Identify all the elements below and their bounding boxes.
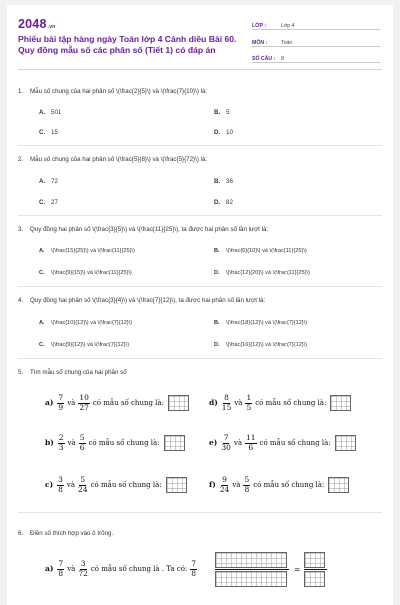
- q3-option-a[interactable]: A. \(\frac{15}{25}\) và \(\frac{11}{25}\): [39, 248, 135, 254]
- divider: [18, 286, 382, 287]
- q2-option-d[interactable]: D. 82: [214, 199, 233, 206]
- header-divider: [18, 69, 382, 70]
- q3-option-b[interactable]: B. \(\frac{6}{10}\) và \(\frac{11}{25}\): [214, 248, 307, 254]
- q4-option-a[interactable]: A. \(\frac{10}{12}\) và \(\frac{7}{12}\): [39, 320, 133, 326]
- site-logo[interactable]: 2048.vn: [18, 17, 56, 31]
- q5-item-e: e) $\frac{7}{30}$ và $\frac{11}{6}$ có mẫu số chung là:: [209, 434, 356, 452]
- question-text: Điền số thích hợp vào ô trống.: [30, 530, 114, 537]
- q4-option-b[interactable]: B. \(\frac{18}{12}\) và \(\frac{7}{12}\): [214, 320, 308, 326]
- q3-option-c[interactable]: C. \(\frac{9}{15}\) và \(\frac{11}{25}\): [39, 270, 132, 276]
- q5-item-c: c) $\frac{3}{8}$ và $\frac{5}{24}$ có mẫu số chung là:: [45, 476, 187, 494]
- q6-result-fraction: [304, 552, 327, 587]
- fraction-bar: [304, 569, 327, 570]
- answer-input-box[interactable]: [328, 477, 349, 493]
- numerator-input-box[interactable]: [215, 552, 287, 568]
- q5-item-d: d) $\frac{8}{15}$ và $\frac{1}{5}$ có mẫu số chung là:: [209, 394, 351, 412]
- worksheet-title: Phiếu bài tập hàng ngày Toán lớp 4 Cánh diều Bài 60. Quy đồng mẫu số các phân số (Tiết 1) có đáp án: [18, 34, 237, 55]
- q5-item-a: a) $\frac{7}{9}$ và $\frac{10}{27}$ có mẫu số chung là:: [45, 394, 189, 412]
- meta-count-row: SỐ CÂU : 8: [252, 50, 380, 63]
- q6-fill-fraction: [215, 552, 289, 587]
- question-text: Tìm mẫu số chung của hai phân số: [30, 369, 127, 376]
- q3-option-d[interactable]: D. \(\frac{12}{20}\) và \(\frac{11}{25}\): [214, 270, 310, 276]
- answer-input-box[interactable]: [166, 477, 187, 493]
- q2-option-a[interactable]: A. 72: [39, 178, 58, 185]
- q1-option-a[interactable]: A. 501: [39, 109, 62, 116]
- q2-option-c[interactable]: C. 27: [39, 199, 58, 206]
- q5-item-b: b) $\frac{2}{3}$ và $\frac{5}{6}$ có mẫu số chung là:: [45, 434, 185, 452]
- q1-option-d[interactable]: D. 10: [214, 129, 233, 136]
- answer-input-box[interactable]: [330, 395, 351, 411]
- answer-input-box[interactable]: [168, 395, 189, 411]
- q4-option-d[interactable]: D. \(\frac{16}{12}\) và \(\frac{7}{12}\): [214, 342, 308, 348]
- meta-info: [252, 17, 380, 67]
- meta-subject-row: MÔN : Toán: [252, 34, 380, 47]
- divider: [18, 145, 382, 146]
- fraction-bar: [215, 569, 289, 570]
- q2-option-b[interactable]: B. 36: [214, 178, 233, 185]
- answer-input-box[interactable]: [164, 435, 185, 451]
- denominator-input-box[interactable]: [215, 571, 287, 587]
- divider: [18, 215, 382, 216]
- denominator-input-box[interactable]: [304, 571, 325, 587]
- q5-item-f: f) $\frac{9}{24}$ và $\frac{5}{8}$ có mẫu số chung là:: [209, 476, 349, 494]
- question-text: Quy đồng hai phân số \(\frac{3}{5}\) và \(\frac{11}{25}\), ta được hai phân số lần lượt là:: [30, 226, 269, 233]
- answer-input-box[interactable]: [335, 435, 356, 451]
- question-text: Quy đồng hai phân số \(\frac{3}{4}\) và \(\frac{7}{12}\), ta được hai phân số lần lượt là:: [30, 297, 266, 304]
- equals-sign: =: [294, 565, 301, 574]
- divider: [18, 358, 382, 359]
- question-text: Mẫu số chung của hai phân số \(\frac{5}{8}\) và \(\frac{5}{72}\) là:: [30, 156, 208, 163]
- q1-option-b[interactable]: B. 5: [214, 109, 230, 116]
- meta-class-row: LỚP : Lớp 4: [252, 17, 380, 30]
- worksheet-page: 2048.vn Phiếu bài tập hàng ngày Toán lớp 4 Cánh diều Bài 60. Quy đồng mẫu số các phân số (Tiết 1) có đáp án LỚP : Lớp 4 MÔN : Toán SỐ CÂU : 8 1. Mẫu số chung của hai phân số \(\frac{2}{5}\) và \(\frac{7}{10}\) là: A. 501 B. 5 C. 15 D. 10 2. Mẫu số chung của hai phân số \(\frac{5}{8}\) và \(\frac{5}{72}\) là: A. 72 B. 36 C. 27 D. 82 3. Quy đồng hai phân số \(\frac{3}{5}\) và \(\frac{11}{25}\), ta được hai phân số lần lượt là: A. \(\frac{15}{25}\) và \(\frac{11}{25}\) B. \(\frac{6}{10}\) và \(\frac{11}{25}\) C. \(\frac{9}{15}\) và \(\frac{11}{25}\) D. \(\frac{12}{20}\) và \(\frac{11}{25}\) 4. Quy đồng hai phân số \(\frac{3}{4}\) và \(\frac{7}{12}\), ta được hai phân số lần lượt là: A. \(\frac{10}{12}\) và \(\frac{7}{12}\) B. \(\frac{18}{12}\) và \(\frac{7}{12}\) C. \(\frac{9}{12}\) và \(\frac{7}{12}\) D. \(\frac{16}{12}\) và \(\frac{7}{12}\) 5. Tìm mẫu số chung của hai phân số a) $\frac{7}{9}$ và $\frac{10}{27}$ có mẫu số chung là: d) $\frac{8}{15}$ và $\frac{1}{5}$ có mẫu số chung là: b) $\frac{2}{3}$ và $\frac{5}{6}$ có mẫu số chung là: e) $\frac{7}{30}$ và $\frac{11}{6}$ có mẫu số chung là: c) $\frac{3}{8}$ và $\frac{5}{24}$ có mẫu số chung là: f) $\frac{9}{24}$ và $\frac{5}{8}$ có mẫu số chung là: 6. Điền số thích hợp vào ô trống. a) $\frac{7}{8}$ và $\frac{3}{72}$ có mẫu số chung là . Ta có: $\frac{7}{8}$ =: [7, 5, 393, 605]
- divider: [18, 512, 382, 513]
- question-text: Mẫu số chung của hai phân số \(\frac{2}{5}\) và \(\frac{7}{10}\) là:: [30, 88, 208, 95]
- q1-option-c[interactable]: C. 15: [39, 129, 58, 136]
- numerator-input-box[interactable]: [304, 552, 325, 568]
- q6-item-a: a) $\frac{7}{8}$ và $\frac{3}{72}$ có mẫu số chung là . Ta có: $\frac{7}{8}$: [45, 559, 197, 578]
- q4-option-c[interactable]: C. \(\frac{9}{12}\) và \(\frac{7}{12}\): [39, 342, 130, 348]
